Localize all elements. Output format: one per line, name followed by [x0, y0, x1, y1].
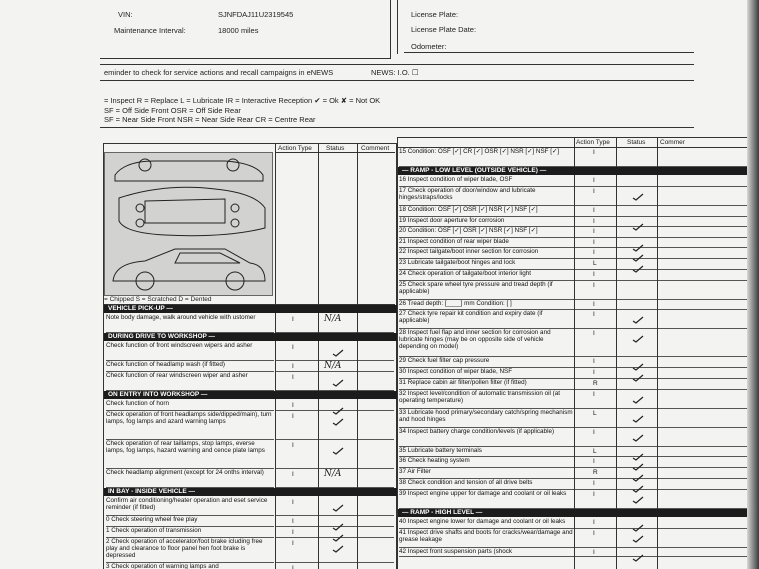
right-row-action: I: [593, 330, 595, 337]
right-row-action: I: [593, 228, 595, 235]
right-row-comment-cell: [658, 238, 759, 248]
right-row-text: 29 Check fuel filter cap pressure: [399, 357, 574, 368]
left-row-action: I: [292, 540, 294, 547]
right-row-action-cell: [575, 548, 616, 557]
left-row-comment-cell: [358, 372, 394, 391]
right-row-text: 23 Lubricate tailgate/boot hinges and lock: [399, 259, 574, 270]
left-row-action-cell: [276, 411, 318, 440]
right-row-status-cell: [617, 281, 657, 300]
right-row-text: 34 Inspect battery charge condition/levels (if applicable): [399, 428, 574, 447]
right-row-text: 18 Condition: OSF [✓] OSR [✓] NSR [✓] NSF [✓]: [399, 206, 574, 217]
status-tick-icon: [632, 311, 644, 319]
left-row-comment-cell: [358, 361, 394, 372]
right-row-comment-cell: [658, 148, 759, 167]
right-row-status-cell: [617, 148, 657, 167]
right-row-action-cell: [575, 368, 616, 379]
right-row-action-cell: [575, 310, 616, 329]
right-row-action: I: [593, 311, 595, 318]
right-row-status-cell: [617, 379, 657, 390]
right-row-action: I: [593, 249, 595, 256]
right-row-comment-cell: [658, 529, 759, 548]
right-row-status-cell: [617, 227, 657, 238]
interval-value: 18000 miles: [218, 26, 259, 35]
right-row-text: 33 Lubricate hood primary/secondary catch/spring mechanism and hood hinges: [399, 409, 574, 428]
right-row-text: 22 Inspect tailgate/boot inner section for corrosion: [399, 248, 574, 259]
right-row-action: I: [593, 149, 595, 156]
car-outline-icon: [105, 153, 272, 295]
right-row-action-cell: [575, 248, 616, 259]
left-row-action-cell: [276, 400, 318, 411]
right-col-comment: Commer: [660, 139, 685, 146]
right-row-comment-cell: [658, 329, 759, 357]
right-row-text: 19 Inspect door aperture for corrosion: [399, 217, 574, 227]
left-section-header: IN BAY - INSIDE VEHICLE —: [104, 488, 398, 496]
left-row-action-cell: [276, 314, 318, 333]
left-row-action: I: [292, 565, 294, 569]
left-row-action-cell: [276, 538, 318, 563]
status-tick-icon: [332, 344, 344, 352]
status-tick-icon: [632, 391, 644, 399]
left-row-action: I: [292, 402, 294, 409]
right-row-action: I: [593, 491, 595, 498]
left-row-comment-cell: [358, 440, 394, 469]
right-row-text: 31 Replace cabin air filter/pollen filter (if fitted): [399, 379, 574, 390]
right-row-text: 30 Inspect condition of wiper blade, NSF: [399, 368, 574, 379]
left-col-status: Status: [326, 145, 345, 152]
right-row-comment-cell: [658, 259, 759, 270]
right-col-action: Action Type: [576, 139, 610, 146]
status-tick-icon: [632, 519, 644, 527]
left-col-comment: Comment: [361, 145, 390, 152]
right-row-comment-cell: [658, 227, 759, 238]
right-row-comment-cell: [658, 217, 759, 227]
left-row-text: Confirm air conditioning/heater operation and eset service reminder (if fitted): [106, 497, 274, 516]
right-row-action-cell: [575, 270, 616, 281]
status-tick-icon: [332, 374, 344, 382]
left-row-action-cell: [276, 361, 318, 372]
left-section-header: VEHICLE PICK-UP —: [104, 305, 398, 313]
status-tick-icon: [332, 442, 344, 450]
status-tick-icon: [632, 429, 644, 437]
interval-label: Maintenance Interval:: [114, 26, 186, 35]
right-row-action: I: [593, 188, 595, 195]
left-row-action-cell: [276, 527, 318, 538]
left-row-action: I: [292, 316, 294, 323]
left-row-action-cell: [276, 563, 318, 569]
left-row-text: Check function of rear windscreen wiper and asher: [106, 372, 274, 391]
right-row-action: L: [593, 410, 597, 417]
status-tick-icon: [632, 260, 644, 268]
left-row-comment-cell: [358, 411, 394, 440]
left-row-comment-cell: [358, 516, 394, 527]
left-row-comment-cell: [358, 563, 394, 569]
status-tick-icon: [332, 540, 344, 548]
left-row-action: I: [292, 518, 294, 525]
right-section-header: — RAMP - LOW LEVEL (OUTSIDE VEHICLE) —: [398, 167, 759, 175]
right-row-action-cell: [575, 390, 616, 409]
right-row-text: 39 Inspect engine upper for damage and coolant or oil leaks: [399, 490, 574, 509]
right-row-action: I: [593, 282, 595, 289]
right-row-comment-cell: [658, 468, 759, 479]
left-row-comment-cell: [358, 342, 394, 361]
status-tick-icon: [332, 413, 344, 421]
right-row-text: 42 Inspect front suspension parts (shock: [399, 548, 574, 557]
left-row-action-cell: [276, 497, 318, 516]
right-row-comment-cell: [658, 310, 759, 329]
status-tick-icon: [332, 499, 344, 507]
left-row-action-cell: [276, 516, 318, 527]
vehicle-damage-diagram: [104, 152, 273, 296]
right-row-status-cell: [617, 270, 657, 281]
status-tick-icon: [632, 469, 644, 477]
right-row-action: R: [593, 380, 598, 387]
status-tick-icon: [332, 565, 344, 569]
right-row-comment-cell: [658, 368, 759, 379]
status-tick-icon: [632, 491, 644, 499]
right-row-action: L: [593, 448, 597, 455]
damage-legend: = Chipped S = Scratched D = Dented: [104, 296, 212, 303]
news-checkbox: NEWS: I.O. ☐: [371, 68, 419, 77]
left-section-header: DURING DRIVE TO WORKSHOP —: [104, 333, 398, 341]
right-row-comment-cell: [658, 479, 759, 490]
status-tick-icon: [632, 239, 644, 247]
reminder-text: eminder to check for service actions and recall campaigns in eNEWS: [104, 68, 334, 77]
left-row-comment-cell: [358, 314, 394, 333]
left-row-action: I: [292, 413, 294, 420]
right-row-action: I: [593, 480, 595, 487]
right-row-action-cell: [575, 490, 616, 509]
right-row-text: 26 Tread depth: [____] mm Condition: [ ]: [399, 300, 574, 310]
left-row-action: I: [292, 471, 294, 478]
right-row-action: I: [593, 530, 595, 537]
right-row-action-cell: [575, 148, 616, 167]
left-row-text: Check function of front windscreen wipers and asher: [106, 342, 274, 361]
right-row-comment-cell: [658, 379, 759, 390]
right-row-action: R: [593, 469, 598, 476]
left-row-comment-cell: [358, 538, 394, 563]
right-row-status-cell: [617, 176, 657, 187]
right-row-action: I: [593, 369, 595, 376]
left-row-text: Check function of horn: [106, 400, 274, 411]
left-row-action: I: [292, 374, 294, 381]
right-row-comment-cell: [658, 518, 759, 529]
right-section-header: — RAMP - HIGH LEVEL —: [398, 509, 759, 517]
left-row-action: I: [292, 344, 294, 351]
left-row-comment-cell: [358, 400, 394, 411]
right-row-action: I: [593, 458, 595, 465]
right-row-action-cell: [575, 206, 616, 217]
left-row-comment-cell: [358, 527, 394, 538]
status-tick-icon: [332, 529, 344, 537]
right-row-action-cell: [575, 217, 616, 227]
left-row-action: I: [292, 499, 294, 506]
left-row-status: N/A: [324, 361, 342, 371]
right-row-action-cell: [575, 518, 616, 529]
right-row-action: I: [593, 239, 595, 246]
right-row-comment-cell: [658, 187, 759, 206]
right-row-comment-cell: [658, 300, 759, 310]
status-tick-icon: [632, 410, 644, 418]
left-row-action: I: [292, 442, 294, 449]
right-row-comment-cell: [658, 357, 759, 368]
left-row-action-cell: [276, 342, 318, 361]
left-row-text: Check headlamp alignment (except for 24 onths interval): [106, 469, 274, 488]
left-row-text: 3 Check operation of warning lamps and: [106, 563, 274, 569]
right-row-action: I: [593, 218, 595, 225]
status-tick-icon: [632, 188, 644, 196]
right-row-action-cell: [575, 329, 616, 357]
legend-line-3: SF = Near Side Front NSR = Near Side Rear CR = Centre Rear: [104, 115, 316, 124]
status-tick-icon: [632, 218, 644, 226]
right-col-status: Status: [627, 139, 646, 146]
status-tick-icon: [632, 549, 644, 557]
right-row-comment-cell: [658, 176, 759, 187]
status-tick-icon: [632, 458, 644, 466]
right-row-action: I: [593, 391, 595, 398]
vin-value: SJNFDAJ11U2319545: [218, 10, 294, 19]
left-col-action: Action Type: [278, 145, 312, 152]
right-row-text: 27 Check tyre repair kit condition and expiry date (if applicable): [399, 310, 574, 329]
legend-line-1: = Inspect R = Replace L = Lubricate IR = Interactive Reception ✔ = Ok ✘ = Not OK: [104, 96, 381, 105]
right-row-comment-cell: [658, 390, 759, 409]
right-row-action-cell: [575, 227, 616, 238]
right-row-comment-cell: [658, 281, 759, 300]
right-row-action-cell: [575, 457, 616, 468]
right-row-action-cell: [575, 238, 616, 248]
right-row-action: I: [593, 549, 595, 556]
right-row-text: 15 Condition: OSF [✓] CR [✓] OSR [✓] NSR [✓] NSF [✓]: [399, 148, 574, 167]
right-row-status-cell: [617, 300, 657, 310]
left-row-action-cell: [276, 469, 318, 488]
right-row-action: I: [593, 207, 595, 214]
left-row-text: Check function of headlamp wash (if fitted): [106, 361, 274, 372]
status-tick-icon: [632, 480, 644, 488]
status-tick-icon: [632, 358, 644, 366]
vin-label: VIN:: [118, 10, 133, 19]
right-row-action: I: [593, 177, 595, 184]
status-tick-icon: [632, 448, 644, 456]
left-row-comment-cell: [358, 497, 394, 516]
right-row-comment-cell: [658, 490, 759, 509]
right-row-text: 17 Check operation of door/window and lubricate hinges/straps/locks: [399, 187, 574, 206]
left-row-status: N/A: [324, 314, 342, 324]
right-row-action: I: [593, 271, 595, 278]
left-row-text: 1 Check operation of transmission: [106, 527, 274, 538]
right-row-comment-cell: [658, 206, 759, 217]
right-row-text: 25 Check spare wheel tyre pressure and tread depth (if applicable): [399, 281, 574, 300]
left-row-text: 2 Check operation of accelerator/foot brake icluding free play and clearance to floor panel hen foot brake is depressed: [106, 538, 274, 563]
right-row-comment-cell: [658, 548, 759, 557]
right-row-comment-cell: [658, 248, 759, 259]
right-row-text: 37 Air Filter: [399, 468, 574, 479]
legend-line-2: SF = Off Side Front OSR = Off Side Rear: [104, 106, 241, 115]
background-edge: [747, 0, 759, 569]
left-row-text: Note body damage, walk around vehicle with ustomer: [106, 314, 274, 333]
left-section-header: ON ENTRY INTO WORKSHOP —: [104, 391, 398, 399]
right-row-action-cell: [575, 176, 616, 187]
right-row-action-cell: [575, 479, 616, 490]
right-row-action: L: [593, 260, 597, 267]
right-row-text: 20 Condition: OSF [✓] OSR [✓] NSR [✓] NSF [✓]: [399, 227, 574, 238]
left-row-status: N/A: [324, 469, 342, 479]
plate-date-label: License Plate Date:: [411, 25, 477, 34]
plate-label: License Plate:: [411, 10, 459, 19]
left-row-text: 0 Check steering wheel free play: [106, 516, 274, 527]
left-row-text: Check operation of front headlamps side/dipped/main), turn lamps, fog lamps and azard warning lamps: [106, 411, 274, 440]
status-tick-icon: [332, 518, 344, 526]
right-row-text: 16 Inspect condition of wiper blade, OSF: [399, 176, 574, 187]
right-row-action-cell: [575, 357, 616, 368]
right-row-text: 38 Check condition and tension of all drive belts: [399, 479, 574, 490]
status-tick-icon: [632, 369, 644, 377]
left-row-action-cell: [276, 440, 318, 469]
left-row-action: I: [292, 529, 294, 536]
left-row-text: Check operation of rear taillamps, stop lamps, everse lamps, fog lamps, hazard warning and cence plate lamps: [106, 440, 274, 469]
right-row-action: I: [593, 301, 595, 308]
right-row-text: 21 Inspect condition of rear wiper blade: [399, 238, 574, 248]
right-row-text: 40 Inspect engine lower for damage and coolant or oil leaks: [399, 518, 574, 529]
right-row-text: 36 Check heating system: [399, 457, 574, 468]
right-row-text: 41 Inspect drive shafts and boots for cracks/wear/damage and grease leakage: [399, 529, 574, 548]
status-tick-icon: [632, 249, 644, 257]
odometer-label: Odometer:: [411, 42, 447, 51]
left-row-comment-cell: [358, 469, 394, 488]
right-row-action: I: [593, 358, 595, 365]
right-row-action-cell: [575, 300, 616, 310]
right-row-action-cell: [575, 281, 616, 300]
left-row-action-cell: [276, 372, 318, 391]
right-row-comment-cell: [658, 447, 759, 457]
status-tick-icon: [332, 402, 344, 410]
right-row-action-cell: [575, 529, 616, 548]
right-row-text: 35 Lubricate battery terminals: [399, 447, 574, 457]
right-row-comment-cell: [658, 457, 759, 468]
right-row-status-cell: [617, 206, 657, 217]
right-row-text: 32 Inspect level/condition of automatic transmission oil (at operating temperature): [399, 390, 574, 409]
right-row-action: I: [593, 429, 595, 436]
right-row-comment-cell: [658, 270, 759, 281]
right-row-action: I: [593, 519, 595, 526]
status-tick-icon: [632, 530, 644, 538]
right-row-action-cell: [575, 428, 616, 447]
right-row-text: 24 Check operation of tailgate/boot interior light: [399, 270, 574, 281]
right-row-comment-cell: [658, 428, 759, 447]
status-tick-icon: [632, 330, 644, 338]
right-row-comment-cell: [658, 409, 759, 428]
left-row-action: I: [292, 363, 294, 370]
right-row-text: 28 Inspect fuel flap and inner section for corrosion and lubricate hinges (may be on opposite side of vehicle depending on model): [399, 329, 574, 357]
right-row-action-cell: [575, 187, 616, 206]
